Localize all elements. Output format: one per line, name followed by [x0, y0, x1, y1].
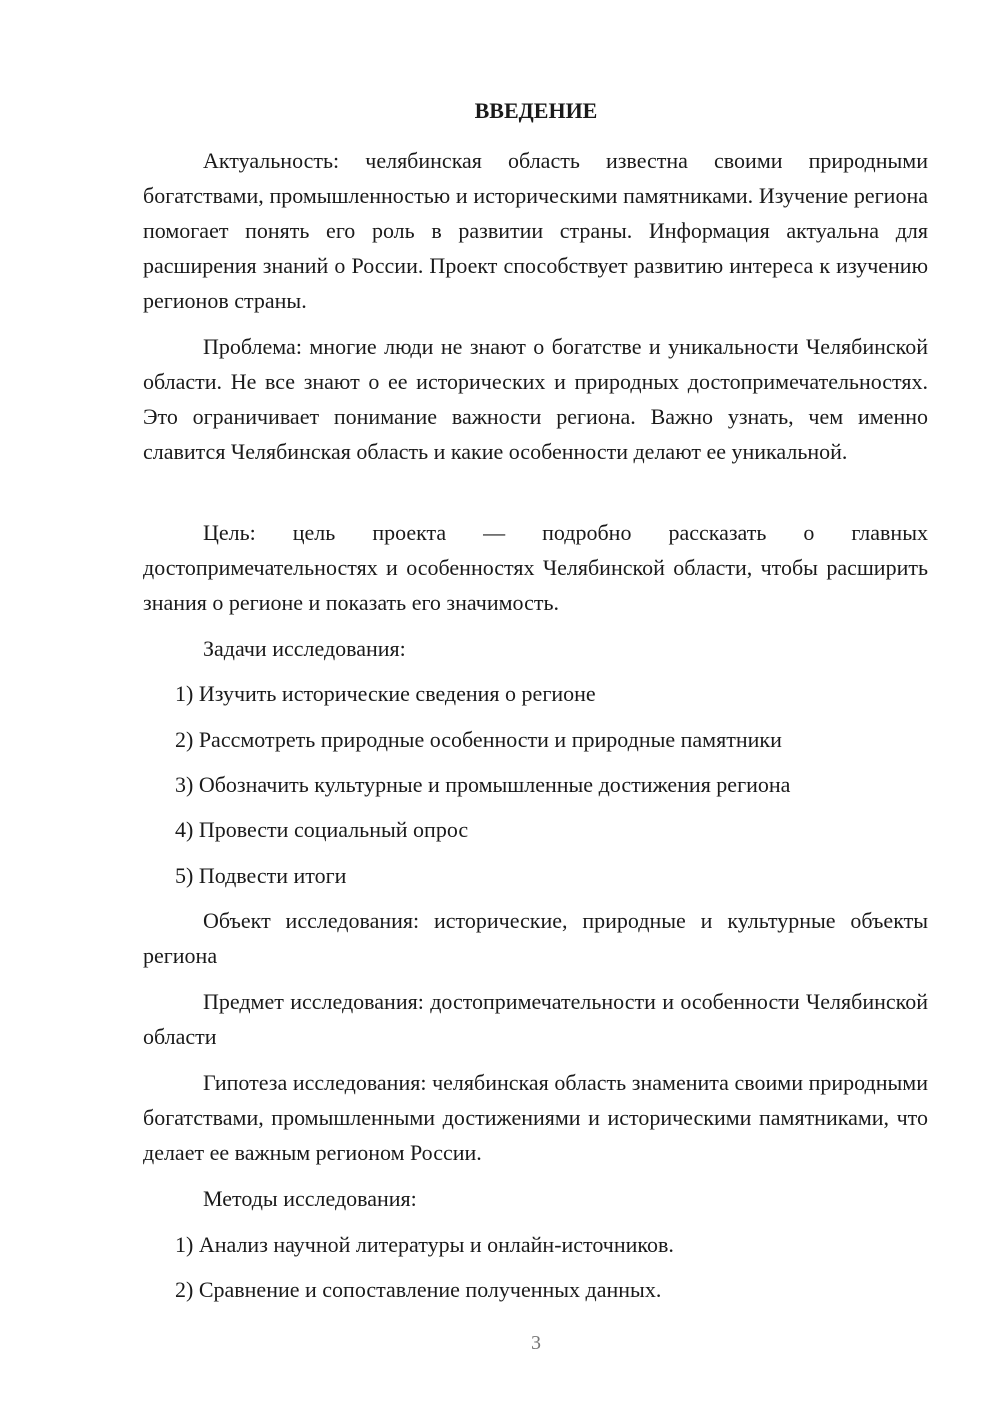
page-title: ВВЕДЕНИЕ: [474, 98, 598, 123]
paragraph-relevance: Актуальность: челябинская область известна своими природными богатствами, промышленностью и историческими памятниками. Изучение региона помогает понять его роль в развитии страны. Информация актуальна для расширения знаний о России. Проект способствует развитию интереса к изучению регионов страны.: [143, 148, 928, 313]
method-item-2: 2) Сравнение и сопоставление полученных данных.: [175, 1277, 662, 1302]
paragraph-goal: Цель: цель проекта — подробно рассказать о главных достопримечательностях и особенностях Челябинской области, чтобы расширить знания о регионе и показать его значимость.: [143, 520, 928, 615]
paragraph-object: Объект исследования: исторические, природные и культурные объекты региона: [143, 908, 928, 968]
tasks-heading: Задачи исследования:: [203, 636, 406, 661]
paragraph-subject: Предмет исследования: достопримечательности и особенности Челябинской области: [143, 989, 928, 1049]
task-item-3: 3) Обозначить культурные и промышленные достижения региона: [175, 772, 791, 797]
task-item-2: 2) Рассмотреть природные особенности и природные памятники: [175, 727, 782, 752]
paragraph-problem: Проблема: многие люди не знают о богатстве и уникальности Челябинской области. Не все знают о ее исторических и природных достопримечательностях. Это ограничивает понимание важности региона. Важно узнать, чем именно славится Челябинская область и какие особенности делают ее уникальной.: [143, 334, 928, 464]
paragraph-hypothesis: Гипотеза исследования: челябинская область знаменита своими природными богатствами, промышленными достижениями и историческими памятниками, что делает ее важным регионом России.: [143, 1070, 928, 1165]
task-item-4: 4) Провести социальный опрос: [175, 817, 469, 842]
page-number: 3: [531, 1332, 541, 1354]
methods-heading: Методы исследования:: [203, 1186, 417, 1211]
method-item-1: 1) Анализ научной литературы и онлайн-источников.: [175, 1232, 674, 1257]
task-item-1: 1) Изучить исторические сведения о регионе: [175, 681, 596, 706]
task-item-5: 5) Подвести итоги: [175, 863, 347, 888]
